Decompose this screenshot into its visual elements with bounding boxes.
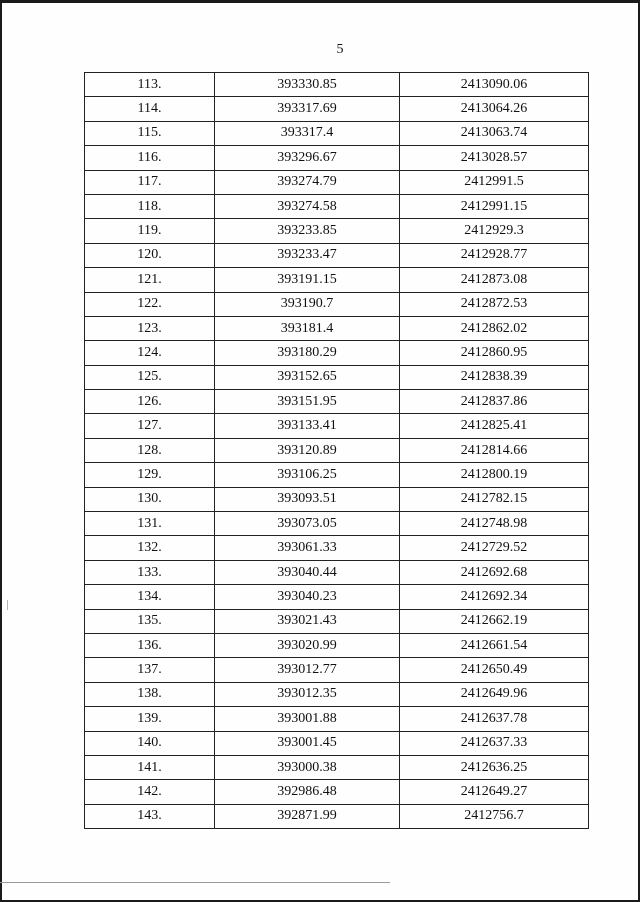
table-row <box>85 97 589 121</box>
point-number-cell: 123. <box>85 316 215 340</box>
point-number-cell: 137. <box>85 658 215 682</box>
x-coordinate-cell: 393040.44 <box>215 560 400 584</box>
y-coordinate-cell: 2413064.26 <box>400 97 589 121</box>
x-coordinate-cell: 393001.45 <box>215 731 400 755</box>
table-row <box>85 341 589 365</box>
table-row <box>85 170 589 194</box>
y-coordinate-cell: 2412692.34 <box>400 585 589 609</box>
table-row <box>85 390 589 414</box>
table-row <box>85 463 589 487</box>
point-number-cell: 142. <box>85 780 215 804</box>
y-coordinate-cell: 2412928.77 <box>400 243 589 267</box>
table-row <box>85 438 589 462</box>
point-number-cell: 141. <box>85 755 215 779</box>
x-coordinate-cell: 393120.89 <box>215 438 400 462</box>
point-number-cell: 122. <box>85 292 215 316</box>
x-coordinate-cell: 392871.99 <box>215 804 400 828</box>
point-number-cell: 125. <box>85 365 215 389</box>
y-coordinate-cell: 2412662.19 <box>400 609 589 633</box>
x-coordinate-cell: 393061.33 <box>215 536 400 560</box>
point-number-cell: 114. <box>85 97 215 121</box>
y-coordinate-cell: 2412782.15 <box>400 487 589 511</box>
point-number-cell: 131. <box>85 512 215 536</box>
x-coordinate-cell: 392986.48 <box>215 780 400 804</box>
x-coordinate-cell: 393040.23 <box>215 585 400 609</box>
y-coordinate-cell: 2412637.78 <box>400 707 589 731</box>
point-number-cell: 138. <box>85 682 215 706</box>
x-coordinate-cell: 393152.65 <box>215 365 400 389</box>
x-coordinate-cell: 393317.69 <box>215 97 400 121</box>
table-row <box>85 731 589 755</box>
point-number-cell: 135. <box>85 609 215 633</box>
table-row <box>85 536 589 560</box>
x-coordinate-cell: 393181.4 <box>215 316 400 340</box>
x-coordinate-cell: 393020.99 <box>215 633 400 657</box>
point-number-cell: 130. <box>85 487 215 511</box>
x-coordinate-cell: 393021.43 <box>215 609 400 633</box>
x-coordinate-cell: 393317.4 <box>215 121 400 145</box>
table-row <box>85 512 589 536</box>
coordinates-table <box>84 72 589 829</box>
y-coordinate-cell: 2412756.7 <box>400 804 589 828</box>
x-coordinate-cell: 393012.77 <box>215 658 400 682</box>
table-row <box>85 243 589 267</box>
y-coordinate-cell: 2412649.96 <box>400 682 589 706</box>
table-row <box>85 755 589 779</box>
y-coordinate-cell: 2413028.57 <box>400 146 589 170</box>
table-row <box>85 316 589 340</box>
table-row <box>85 292 589 316</box>
coordinates-table-body <box>85 73 589 829</box>
y-coordinate-cell: 2412649.27 <box>400 780 589 804</box>
table-row <box>85 560 589 584</box>
y-coordinate-cell: 2412825.41 <box>400 414 589 438</box>
table-row <box>85 609 589 633</box>
x-coordinate-cell: 393012.35 <box>215 682 400 706</box>
x-coordinate-cell: 393191.15 <box>215 268 400 292</box>
page-number: 5 <box>336 42 344 57</box>
table-row <box>85 780 589 804</box>
y-coordinate-cell: 2412661.54 <box>400 633 589 657</box>
point-number-cell: 124. <box>85 341 215 365</box>
y-coordinate-cell: 2412838.39 <box>400 365 589 389</box>
point-number-cell: 129. <box>85 463 215 487</box>
y-coordinate-cell: 2412650.49 <box>400 658 589 682</box>
table-row <box>85 585 589 609</box>
point-number-cell: 121. <box>85 268 215 292</box>
point-number-cell: 117. <box>85 170 215 194</box>
y-coordinate-cell: 2412692.68 <box>400 560 589 584</box>
point-number-cell: 128. <box>85 438 215 462</box>
y-coordinate-cell: 2412814.66 <box>400 438 589 462</box>
x-coordinate-cell: 393190.7 <box>215 292 400 316</box>
point-number-cell: 119. <box>85 219 215 243</box>
point-number-cell: 133. <box>85 560 215 584</box>
x-coordinate-cell: 393133.41 <box>215 414 400 438</box>
footer-rule <box>0 882 390 883</box>
x-coordinate-cell: 393180.29 <box>215 341 400 365</box>
x-coordinate-cell: 393296.67 <box>215 146 400 170</box>
point-number-cell: 136. <box>85 633 215 657</box>
y-coordinate-cell: 2412860.95 <box>400 341 589 365</box>
scan-mark <box>7 600 8 610</box>
table-row <box>85 121 589 145</box>
table-row <box>85 487 589 511</box>
table-row <box>85 146 589 170</box>
y-coordinate-cell: 2412800.19 <box>400 463 589 487</box>
point-number-cell: 127. <box>85 414 215 438</box>
x-coordinate-cell: 393233.47 <box>215 243 400 267</box>
x-coordinate-cell: 393274.79 <box>215 170 400 194</box>
y-coordinate-cell: 2412872.53 <box>400 292 589 316</box>
x-coordinate-cell: 393151.95 <box>215 390 400 414</box>
y-coordinate-cell: 2412837.86 <box>400 390 589 414</box>
table-row <box>85 804 589 828</box>
point-number-cell: 116. <box>85 146 215 170</box>
point-number-cell: 118. <box>85 194 215 218</box>
x-coordinate-cell: 393073.05 <box>215 512 400 536</box>
point-number-cell: 134. <box>85 585 215 609</box>
table-row <box>85 414 589 438</box>
y-coordinate-cell: 2413063.74 <box>400 121 589 145</box>
x-coordinate-cell: 393106.25 <box>215 463 400 487</box>
table-row <box>85 365 589 389</box>
table-row <box>85 268 589 292</box>
scan-border-left <box>0 0 2 902</box>
y-coordinate-cell: 2412929.3 <box>400 219 589 243</box>
point-number-cell: 132. <box>85 536 215 560</box>
y-coordinate-cell: 2412991.5 <box>400 170 589 194</box>
y-coordinate-cell: 2413090.06 <box>400 73 589 97</box>
table-row <box>85 219 589 243</box>
x-coordinate-cell: 393274.58 <box>215 194 400 218</box>
point-number-cell: 115. <box>85 121 215 145</box>
x-coordinate-cell: 393001.88 <box>215 707 400 731</box>
table-row <box>85 682 589 706</box>
point-number-cell: 126. <box>85 390 215 414</box>
y-coordinate-cell: 2412636.25 <box>400 755 589 779</box>
x-coordinate-cell: 393000.38 <box>215 755 400 779</box>
point-number-cell: 113. <box>85 73 215 97</box>
table-row <box>85 73 589 97</box>
scan-border-top <box>0 0 640 3</box>
table-row <box>85 658 589 682</box>
y-coordinate-cell: 2412873.08 <box>400 268 589 292</box>
x-coordinate-cell: 393093.51 <box>215 487 400 511</box>
x-coordinate-cell: 393330.85 <box>215 73 400 97</box>
y-coordinate-cell: 2412637.33 <box>400 731 589 755</box>
table-row <box>85 633 589 657</box>
y-coordinate-cell: 2412991.15 <box>400 194 589 218</box>
x-coordinate-cell: 393233.85 <box>215 219 400 243</box>
point-number-cell: 143. <box>85 804 215 828</box>
y-coordinate-cell: 2412729.52 <box>400 536 589 560</box>
table-row <box>85 707 589 731</box>
point-number-cell: 140. <box>85 731 215 755</box>
y-coordinate-cell: 2412862.02 <box>400 316 589 340</box>
point-number-cell: 120. <box>85 243 215 267</box>
y-coordinate-cell: 2412748.98 <box>400 512 589 536</box>
table-row <box>85 194 589 218</box>
point-number-cell: 139. <box>85 707 215 731</box>
